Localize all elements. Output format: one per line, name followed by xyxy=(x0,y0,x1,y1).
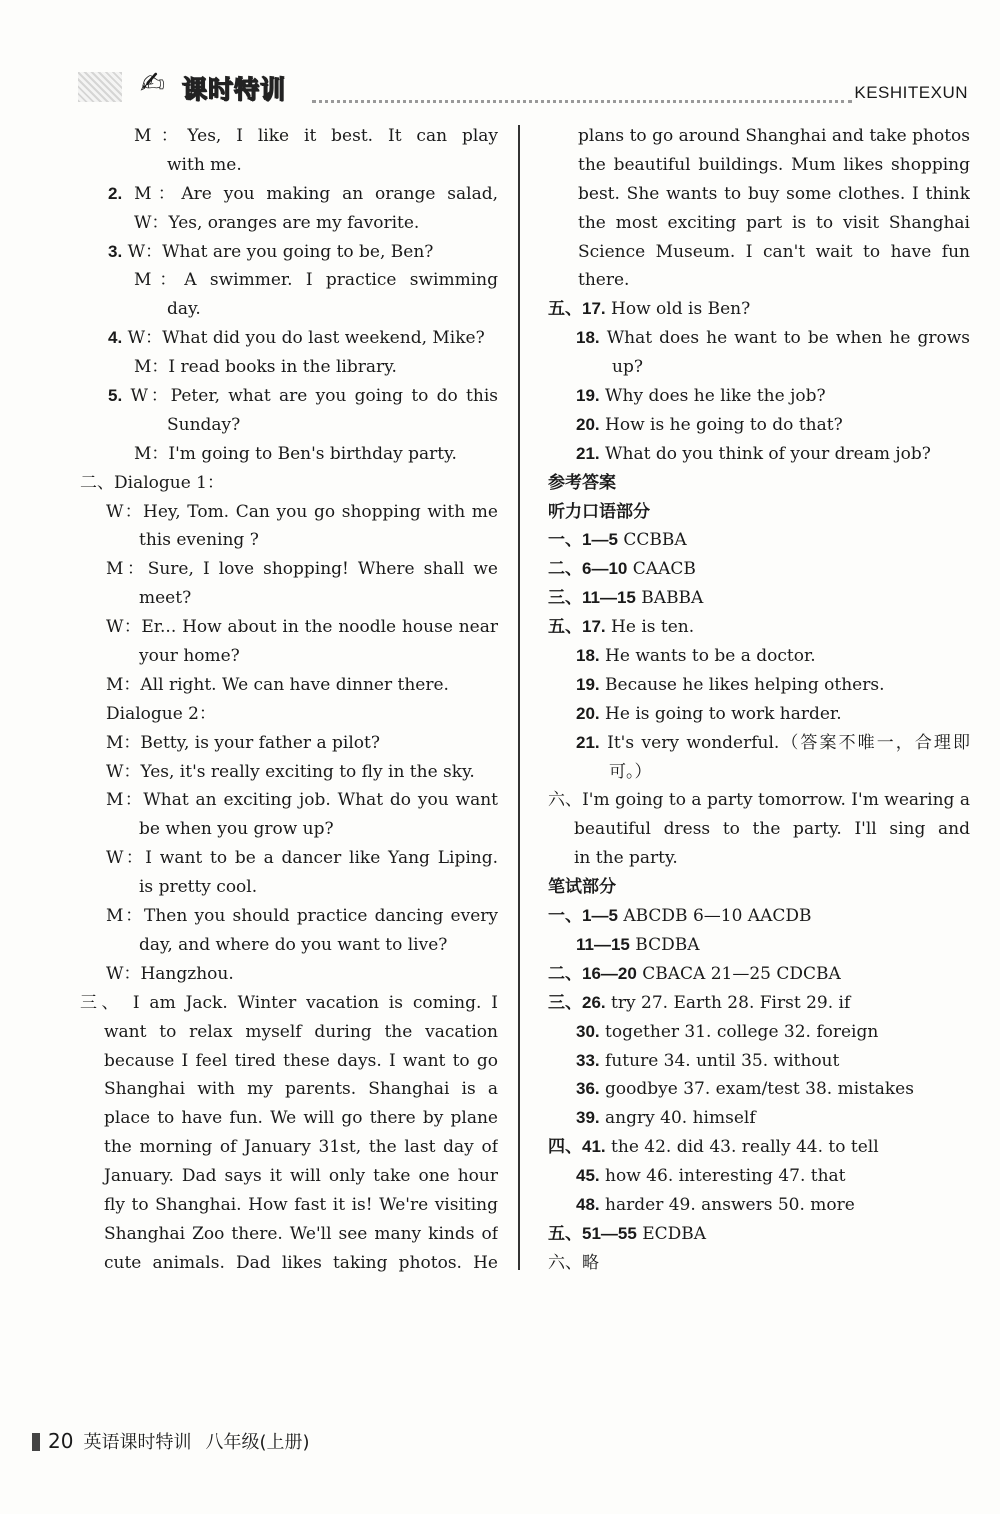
text-line xyxy=(545,382,970,411)
text-line xyxy=(70,1191,498,1220)
text-line xyxy=(545,1047,970,1076)
line-text: W：Er... How about in the noodle house near xyxy=(106,617,498,638)
text-line xyxy=(70,526,498,555)
line-text: M：Then you should practice dancing every xyxy=(106,906,498,927)
text-line xyxy=(545,1104,970,1133)
text-line xyxy=(70,266,498,295)
right-column xyxy=(545,122,970,1278)
line-text: future 34. until 35. without xyxy=(605,1050,840,1071)
line-text: place to have fun. We will go there by plane xyxy=(104,1108,498,1129)
text-line xyxy=(70,122,498,151)
text-line xyxy=(545,1162,970,1191)
item-number: 五、17. xyxy=(548,299,606,319)
text-line xyxy=(70,671,498,700)
line-text: M：Betty, is your father a pilot? xyxy=(106,732,380,753)
text-line xyxy=(70,613,498,642)
item-number: 30. xyxy=(576,1021,600,1041)
line-text: plans to go around Shanghai and take photos xyxy=(578,126,970,146)
text-line xyxy=(545,960,970,989)
text-line xyxy=(70,844,498,873)
line-text: M：Sure, I love shopping! Where shall we xyxy=(106,559,498,580)
text-line xyxy=(70,873,498,902)
line-text: 二、Dialogue 1： xyxy=(80,472,224,493)
item-number: 一、1—5 xyxy=(548,530,618,550)
line-text: is pretty cool. xyxy=(139,877,258,898)
line-text: this evening ? xyxy=(139,530,259,551)
text-line xyxy=(70,1075,498,1104)
item-number: 2. xyxy=(108,183,123,203)
line-text: ABCDB 6—10 AACDB xyxy=(623,906,812,927)
text-line xyxy=(545,295,970,324)
text-line xyxy=(545,989,970,1018)
line-text: Why does he like the job? xyxy=(605,386,826,407)
line-text: M：A swimmer. I practice swimming xyxy=(134,270,498,291)
line-text: W：What are you going to be, Ben? xyxy=(127,241,434,262)
item-number: 36. xyxy=(576,1079,600,1099)
text-line xyxy=(70,209,498,238)
text-line xyxy=(70,151,498,180)
text-line xyxy=(70,180,498,209)
line-text: M：Are you making an orange salad, xyxy=(134,183,498,204)
text-line xyxy=(545,180,970,209)
line-text: Shanghai with my parents. Shanghai is a xyxy=(104,1079,498,1100)
line-text: M：Yes, I like it best. It can play xyxy=(134,126,498,146)
item-number: 四、41. xyxy=(548,1137,606,1157)
line-text: the beautiful buildings. Mum likes shopping xyxy=(578,154,970,175)
item-number: 4. xyxy=(108,328,123,348)
text-line xyxy=(70,815,498,844)
line-text: together 31. college 32. foreign xyxy=(605,1021,879,1042)
text-line xyxy=(545,584,970,613)
line-text: be when you grow up? xyxy=(139,819,334,840)
line-text: because I feel tired these days. I want to go xyxy=(104,1050,498,1071)
text-line xyxy=(70,324,498,353)
left-column xyxy=(70,122,498,1278)
line-text: how 46. interesting 47. that xyxy=(605,1166,846,1187)
section-heading: 听力口语部分 xyxy=(548,501,650,522)
text-line xyxy=(545,555,970,584)
text-line xyxy=(545,758,970,787)
text-line xyxy=(70,1162,498,1191)
line-text: W：Hangzhou. xyxy=(106,963,234,984)
text-line xyxy=(70,1133,498,1162)
item-number: 19. xyxy=(576,386,600,406)
text-line xyxy=(545,613,970,642)
text-line xyxy=(70,411,498,440)
text-line xyxy=(70,1249,498,1278)
text-line xyxy=(545,151,970,180)
line-text: He is ten. xyxy=(611,617,695,638)
line-text: M：What an exciting job. What do you want xyxy=(106,790,498,811)
line-text: CAACB xyxy=(632,559,696,580)
brand-name: KESHITEXUN xyxy=(854,83,968,102)
line-text: 六、I'm going to a party tomorrow. I'm wearing a xyxy=(548,790,970,811)
line-text: 六、略 xyxy=(548,1252,599,1273)
line-text: M：I read books in the library. xyxy=(134,357,397,378)
text-line xyxy=(70,1018,498,1047)
text-line xyxy=(545,1133,970,1162)
item-number: 33. xyxy=(576,1050,600,1070)
text-line xyxy=(545,324,970,353)
text-line xyxy=(70,353,498,382)
text-line xyxy=(70,902,498,931)
text-line xyxy=(545,729,970,758)
text-line xyxy=(70,700,498,729)
line-text: Sunday? xyxy=(167,414,241,435)
text-line xyxy=(70,584,498,613)
line-text: Shanghai Zoo there. We'll see many kinds of xyxy=(104,1223,498,1244)
text-line xyxy=(545,1220,970,1249)
text-line xyxy=(70,295,498,324)
text-line xyxy=(545,1249,970,1278)
line-text: beautiful dress to the party. I'll sing and xyxy=(574,819,970,840)
line-text: your home? xyxy=(139,646,240,667)
line-text: What do you think of your dream job? xyxy=(605,443,931,464)
line-text: W：Hey, Tom. Can you go shopping with me xyxy=(106,501,498,522)
item-number: 18. xyxy=(576,646,600,666)
line-text: What does he want to be when he grows xyxy=(606,328,970,349)
text-line xyxy=(70,729,498,758)
text-line xyxy=(70,931,498,960)
pen-and-book-icon: ✍ xyxy=(140,66,166,101)
line-text: there. xyxy=(578,270,630,291)
text-line xyxy=(545,700,970,729)
line-text: BABBA xyxy=(641,588,704,609)
footer-marker xyxy=(32,1433,40,1451)
line-text: in the party. xyxy=(574,848,678,869)
line-text: day, and where do you want to live? xyxy=(139,934,448,955)
text-line xyxy=(545,440,970,469)
text-line xyxy=(545,1191,970,1220)
item-number: 5. xyxy=(108,386,123,406)
item-number: 11—15 xyxy=(576,934,630,954)
header-decoration xyxy=(78,72,122,102)
book-title: 英语课时特训 xyxy=(83,1432,192,1453)
item-number: 19. xyxy=(576,674,600,694)
text-line xyxy=(545,642,970,671)
line-text: the most exciting part is to visit Shanghai xyxy=(578,212,970,233)
line-text: try 27. Earth 28. First 29. if xyxy=(611,992,851,1013)
line-text: best. She wants to buy some clothes. I think xyxy=(578,183,970,204)
text-line xyxy=(70,786,498,815)
text-line xyxy=(545,526,970,555)
line-text: He wants to be a doctor. xyxy=(605,646,816,667)
line-text: How is he going to do that? xyxy=(605,414,843,435)
text-line xyxy=(70,498,498,527)
section-heading: 笔试部分 xyxy=(548,877,616,898)
line-text: M：I'm going to Ben's birthday party. xyxy=(134,443,457,464)
item-number: 45. xyxy=(576,1166,600,1186)
line-text: Because he likes helping others. xyxy=(605,674,885,695)
line-text: W：I want to be a dancer like Yang Liping. xyxy=(106,848,498,869)
item-number: 21. xyxy=(576,732,600,752)
text-line xyxy=(70,440,498,469)
text-line xyxy=(545,902,970,931)
line-text: BCDBA xyxy=(635,934,700,955)
text-line xyxy=(545,411,970,440)
line-text: 可。） xyxy=(609,761,652,782)
line-text: up? xyxy=(612,357,643,378)
text-line xyxy=(70,238,498,267)
section-heading: 参考答案 xyxy=(548,472,616,493)
line-text: fly to Shanghai. How fast it is! We're visiting xyxy=(104,1194,498,1215)
text-line xyxy=(70,555,498,584)
column-divider xyxy=(518,125,520,1270)
grade-label: 八年级(上册) xyxy=(205,1432,310,1453)
line-text: CCBBA xyxy=(623,530,687,551)
item-number: 二、16—20 xyxy=(548,963,637,983)
line-text: meet? xyxy=(139,588,192,609)
line-text: want to relax myself during the vacation xyxy=(104,1021,498,1042)
item-number: 20. xyxy=(576,703,600,723)
line-text: with me. xyxy=(167,154,242,175)
item-number: 21. xyxy=(576,443,600,463)
line-text: cute animals. Dad likes taking photos. He xyxy=(104,1252,498,1273)
text-line xyxy=(70,1220,498,1249)
line-text: angry 40. himself xyxy=(605,1108,756,1129)
item-number: 48. xyxy=(576,1194,600,1214)
line-text: It's very wonderful.（答案不唯一，合理即 xyxy=(607,732,970,753)
line-text: CBACA 21—25 CDCBA xyxy=(642,963,841,984)
line-text: W：Yes, oranges are my favorite. xyxy=(134,212,420,233)
line-text: Dialogue 2： xyxy=(106,703,216,724)
text-line xyxy=(545,122,970,151)
text-line xyxy=(545,1018,970,1047)
text-line xyxy=(70,1047,498,1076)
line-text: ECDBA xyxy=(642,1223,707,1244)
text-line xyxy=(545,931,970,960)
line-text: 三、 I am Jack. Winter vacation is coming. I xyxy=(80,992,498,1013)
item-number: 一、1—5 xyxy=(548,906,618,926)
line-text: the 42. did 43. really 44. to tell xyxy=(611,1137,879,1158)
line-text: W：Yes, it's really exciting to fly in the sky. xyxy=(106,761,475,782)
item-number: 18. xyxy=(576,328,600,348)
line-text: He is going to work harder. xyxy=(605,703,842,724)
line-text: January. Dad says it will only take one hour xyxy=(104,1166,498,1187)
text-line xyxy=(545,815,970,844)
text-line xyxy=(545,209,970,238)
page-header xyxy=(0,0,1000,120)
text-line xyxy=(70,758,498,787)
line-text: Science Museum. I can't wait to have fun xyxy=(578,241,970,262)
item-number: 三、11—15 xyxy=(548,588,636,608)
item-number: 五、51—55 xyxy=(548,1223,637,1243)
text-line xyxy=(545,469,970,498)
text-line xyxy=(545,1075,970,1104)
item-number: 三、26. xyxy=(548,992,606,1012)
text-line xyxy=(70,960,498,989)
item-number: 20. xyxy=(576,414,600,434)
text-line xyxy=(70,642,498,671)
text-line xyxy=(545,786,970,815)
line-text: How old is Ben? xyxy=(611,299,751,320)
line-text: harder 49. answers 50. more xyxy=(605,1194,855,1215)
item-number: 39. xyxy=(576,1108,600,1128)
line-text: W：What did you do last weekend, Mike? xyxy=(127,328,485,349)
page-number: 20 xyxy=(48,1429,74,1453)
text-line xyxy=(70,989,498,1018)
text-line xyxy=(545,266,970,295)
text-line xyxy=(545,238,970,267)
logo-text: 课时特训 xyxy=(182,75,287,104)
line-text: W：Peter, what are you going to do this xyxy=(130,386,498,407)
text-line xyxy=(545,353,970,382)
item-number: 五、17. xyxy=(548,617,606,637)
line-text: the morning of January 31st, the last day of xyxy=(104,1137,498,1158)
text-line xyxy=(545,873,970,902)
text-line xyxy=(70,1104,498,1133)
text-line xyxy=(545,498,970,527)
item-number: 二、6—10 xyxy=(548,559,628,579)
text-line xyxy=(545,844,970,873)
text-line xyxy=(70,469,498,498)
text-line xyxy=(545,671,970,700)
page-footer xyxy=(32,1428,310,1454)
item-number: 3. xyxy=(108,241,123,261)
line-text: day. xyxy=(167,299,201,320)
line-text: goodbye 37. exam/test 38. mistakes xyxy=(605,1079,914,1100)
line-text: M：All right. We can have dinner there. xyxy=(106,674,449,695)
text-line xyxy=(70,382,498,411)
header-dotted-rule xyxy=(312,100,852,103)
